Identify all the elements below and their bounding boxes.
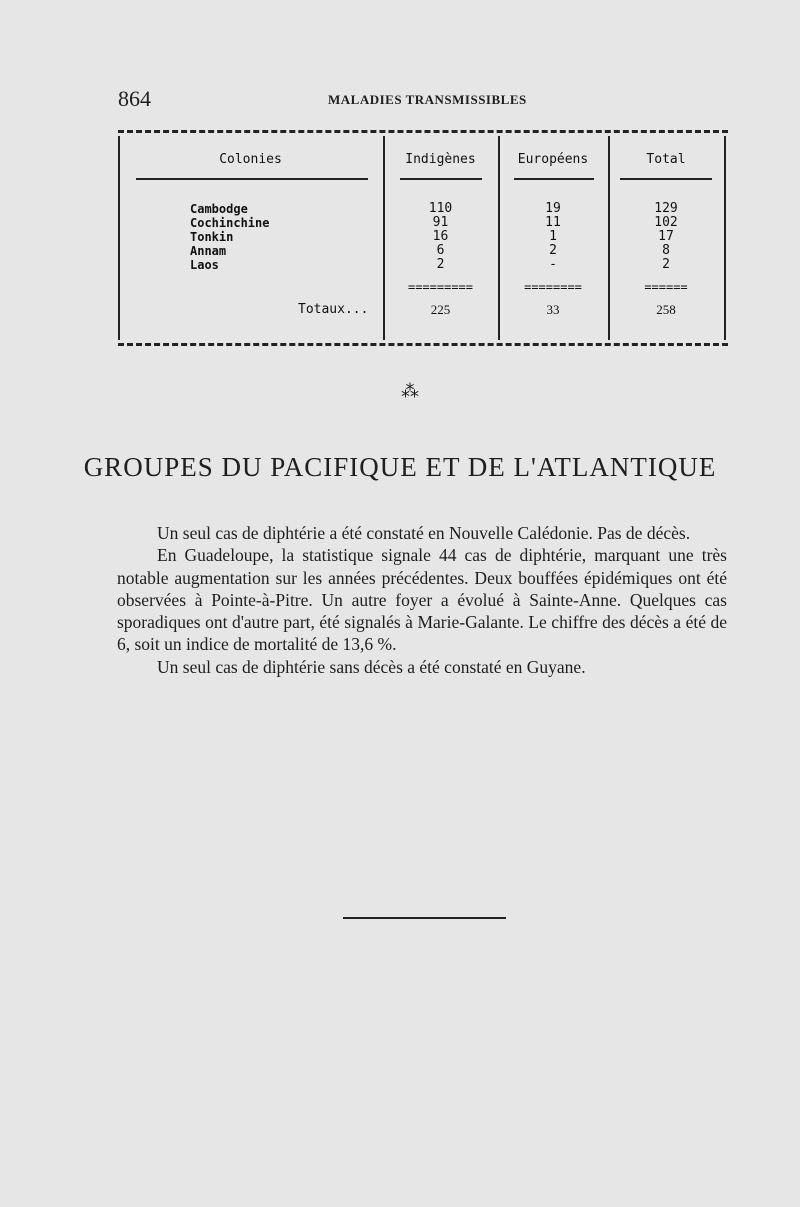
header-indigenes: Indigènes: [405, 152, 476, 167]
table-cell: 2: [436, 257, 445, 272]
table-cell: 2: [662, 257, 670, 272]
colony-list: [190, 202, 269, 272]
table-cell: 110: [428, 201, 453, 216]
total-indigenes: 225: [430, 302, 451, 317]
running-title: MALADIES TRANSMISSIBLES: [328, 92, 527, 107]
table-cell: 19: [545, 201, 561, 216]
header-colonies: Colonies: [219, 152, 282, 167]
europeens-values: [498, 202, 608, 272]
sum-separator: ========: [524, 280, 582, 294]
table-cell: 2: [549, 243, 557, 258]
body-text: [117, 522, 727, 678]
paragraph: Un seul cas de diphtérie sans décès a été constaté en Guyane.: [157, 656, 586, 677]
table-cell: 8: [662, 243, 670, 258]
table-right-border: [724, 136, 726, 340]
page-header: [118, 86, 718, 116]
header-underline: [136, 178, 368, 180]
header-underline: [400, 178, 482, 180]
table-cell: 17: [658, 229, 674, 244]
table-cell: 16: [432, 229, 449, 244]
end-rule: [343, 917, 506, 919]
asterism-divider: ⁂: [401, 381, 419, 402]
statistics-table: [118, 130, 728, 350]
table-cell: 91: [432, 215, 449, 230]
paragraph: Un seul cas de diphtérie a été constaté en Nouvelle Calédonie. Pas de décès.: [157, 523, 691, 543]
table-row-label: Laos: [190, 258, 219, 272]
table-row-label: Cochinchine: [190, 216, 270, 230]
total-values: [608, 202, 724, 272]
header-europeens: Européens: [517, 152, 589, 167]
table-top-border: [118, 130, 728, 133]
table-cell: 129: [654, 201, 678, 216]
header-underline: [620, 178, 712, 180]
header-underline: [514, 178, 594, 180]
sum-separator: =========: [407, 280, 474, 294]
table-row-label: Tonkin: [190, 230, 234, 244]
table-cell: -: [549, 257, 557, 272]
section-title: GROUPES DU PACIFIQUE ET DE L'ATLANTIQUE: [83, 452, 717, 482]
table-row-label: Cambodge: [190, 202, 248, 216]
table-cell: 6: [436, 243, 445, 258]
table-row-label: Annam: [190, 244, 227, 258]
sum-separator: ======: [644, 280, 688, 294]
header-total: Total: [646, 152, 686, 167]
total-europeens: 33: [546, 302, 560, 317]
table-bottom-border: [118, 343, 728, 346]
total-grand: 258: [656, 302, 676, 317]
table-cell: 1: [549, 229, 557, 244]
indigenes-values: [383, 202, 498, 272]
paragraph: En Guadeloupe, la statistique signale 44 cas de diphtérie, marquant une très notable augmentation sur les années précédentes. Deux bouffées épidémiques ont été observées à Pointe-à-Pitre. Un autre foyer a évolué à Sainte-Anne. Quelques cas sporadiques ont d'autre part, été signalés à Marie-Galante. Le chiffre des décès a été de 6, soit un indice de mortalité de 13,6 %.: [117, 545, 727, 655]
totals-label: Totaux...: [298, 302, 369, 317]
table-cell: 11: [545, 215, 561, 230]
table-cell: 102: [654, 215, 678, 230]
page-number: 864: [118, 86, 151, 111]
